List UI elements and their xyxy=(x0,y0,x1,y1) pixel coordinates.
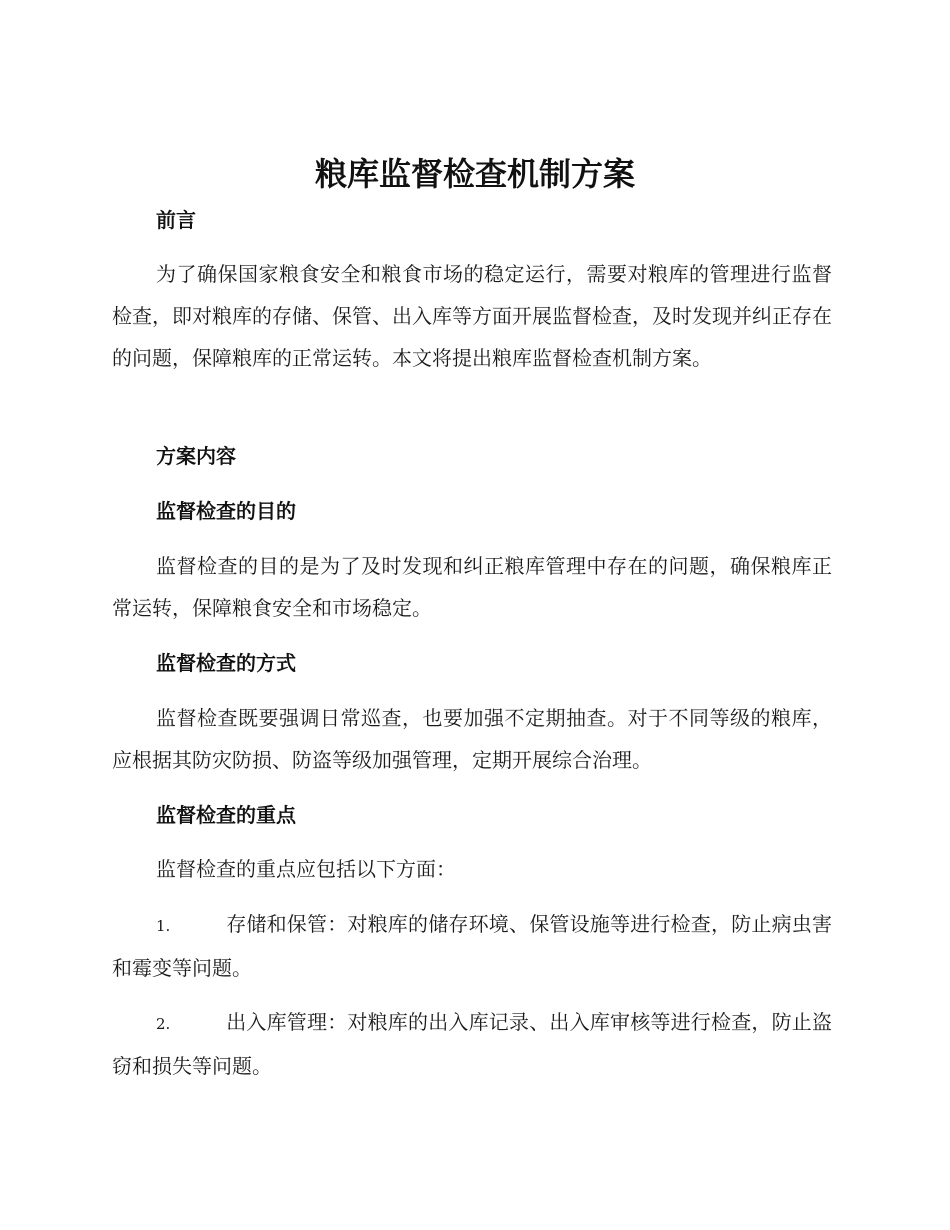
list-item-number: 1. xyxy=(156,917,171,935)
heading-content: 方案内容 xyxy=(156,444,236,468)
paragraph-focus-intro: 监督检查的重点应包括以下方面： xyxy=(156,857,456,881)
paragraph-method: 监督检查既要强调日常巡查，也要加强不定期抽查。对于不同等级的粮库，应根据其防灾防损、防盗等级加强管理，定期开展综合治理。 xyxy=(112,706,832,772)
list-item-number: 2. xyxy=(156,1015,171,1033)
list-item-text: 存储和保管：对粮库的储存环境、保管设施等进行检查，防止病虫害和霉变等问题。 xyxy=(112,912,832,980)
document-title: 粮库监督检查机制方案 xyxy=(314,155,635,193)
list-item xyxy=(112,903,832,989)
heading-purpose: 监督检查的目的 xyxy=(156,499,296,523)
list-item xyxy=(112,1001,832,1087)
paragraph-purpose: 监督检查的目的是为了及时发现和纠正粮库管理中存在的问题，确保粮库正常运转，保障粮食安全和市场稳定。 xyxy=(112,554,832,620)
heading-focus: 监督检查的重点 xyxy=(156,803,296,827)
paragraph-preface: 为了确保国家粮食安全和粮食市场的稳定运行，需要对粮库的管理进行监督检查，即对粮库的存储、保管、出入库等方面开展监督检查，及时发现并纠正存在的问题，保障粮库的正常运转。本文将提出粮库监督检查机制方案。 xyxy=(112,262,832,370)
heading-preface: 前言 xyxy=(156,208,196,232)
heading-method: 监督检查的方式 xyxy=(156,651,296,675)
list-item-text: 出入库管理：对粮库的出入库记录、出入库审核等进行检查，防止盗窃和损失等问题。 xyxy=(112,1010,832,1078)
